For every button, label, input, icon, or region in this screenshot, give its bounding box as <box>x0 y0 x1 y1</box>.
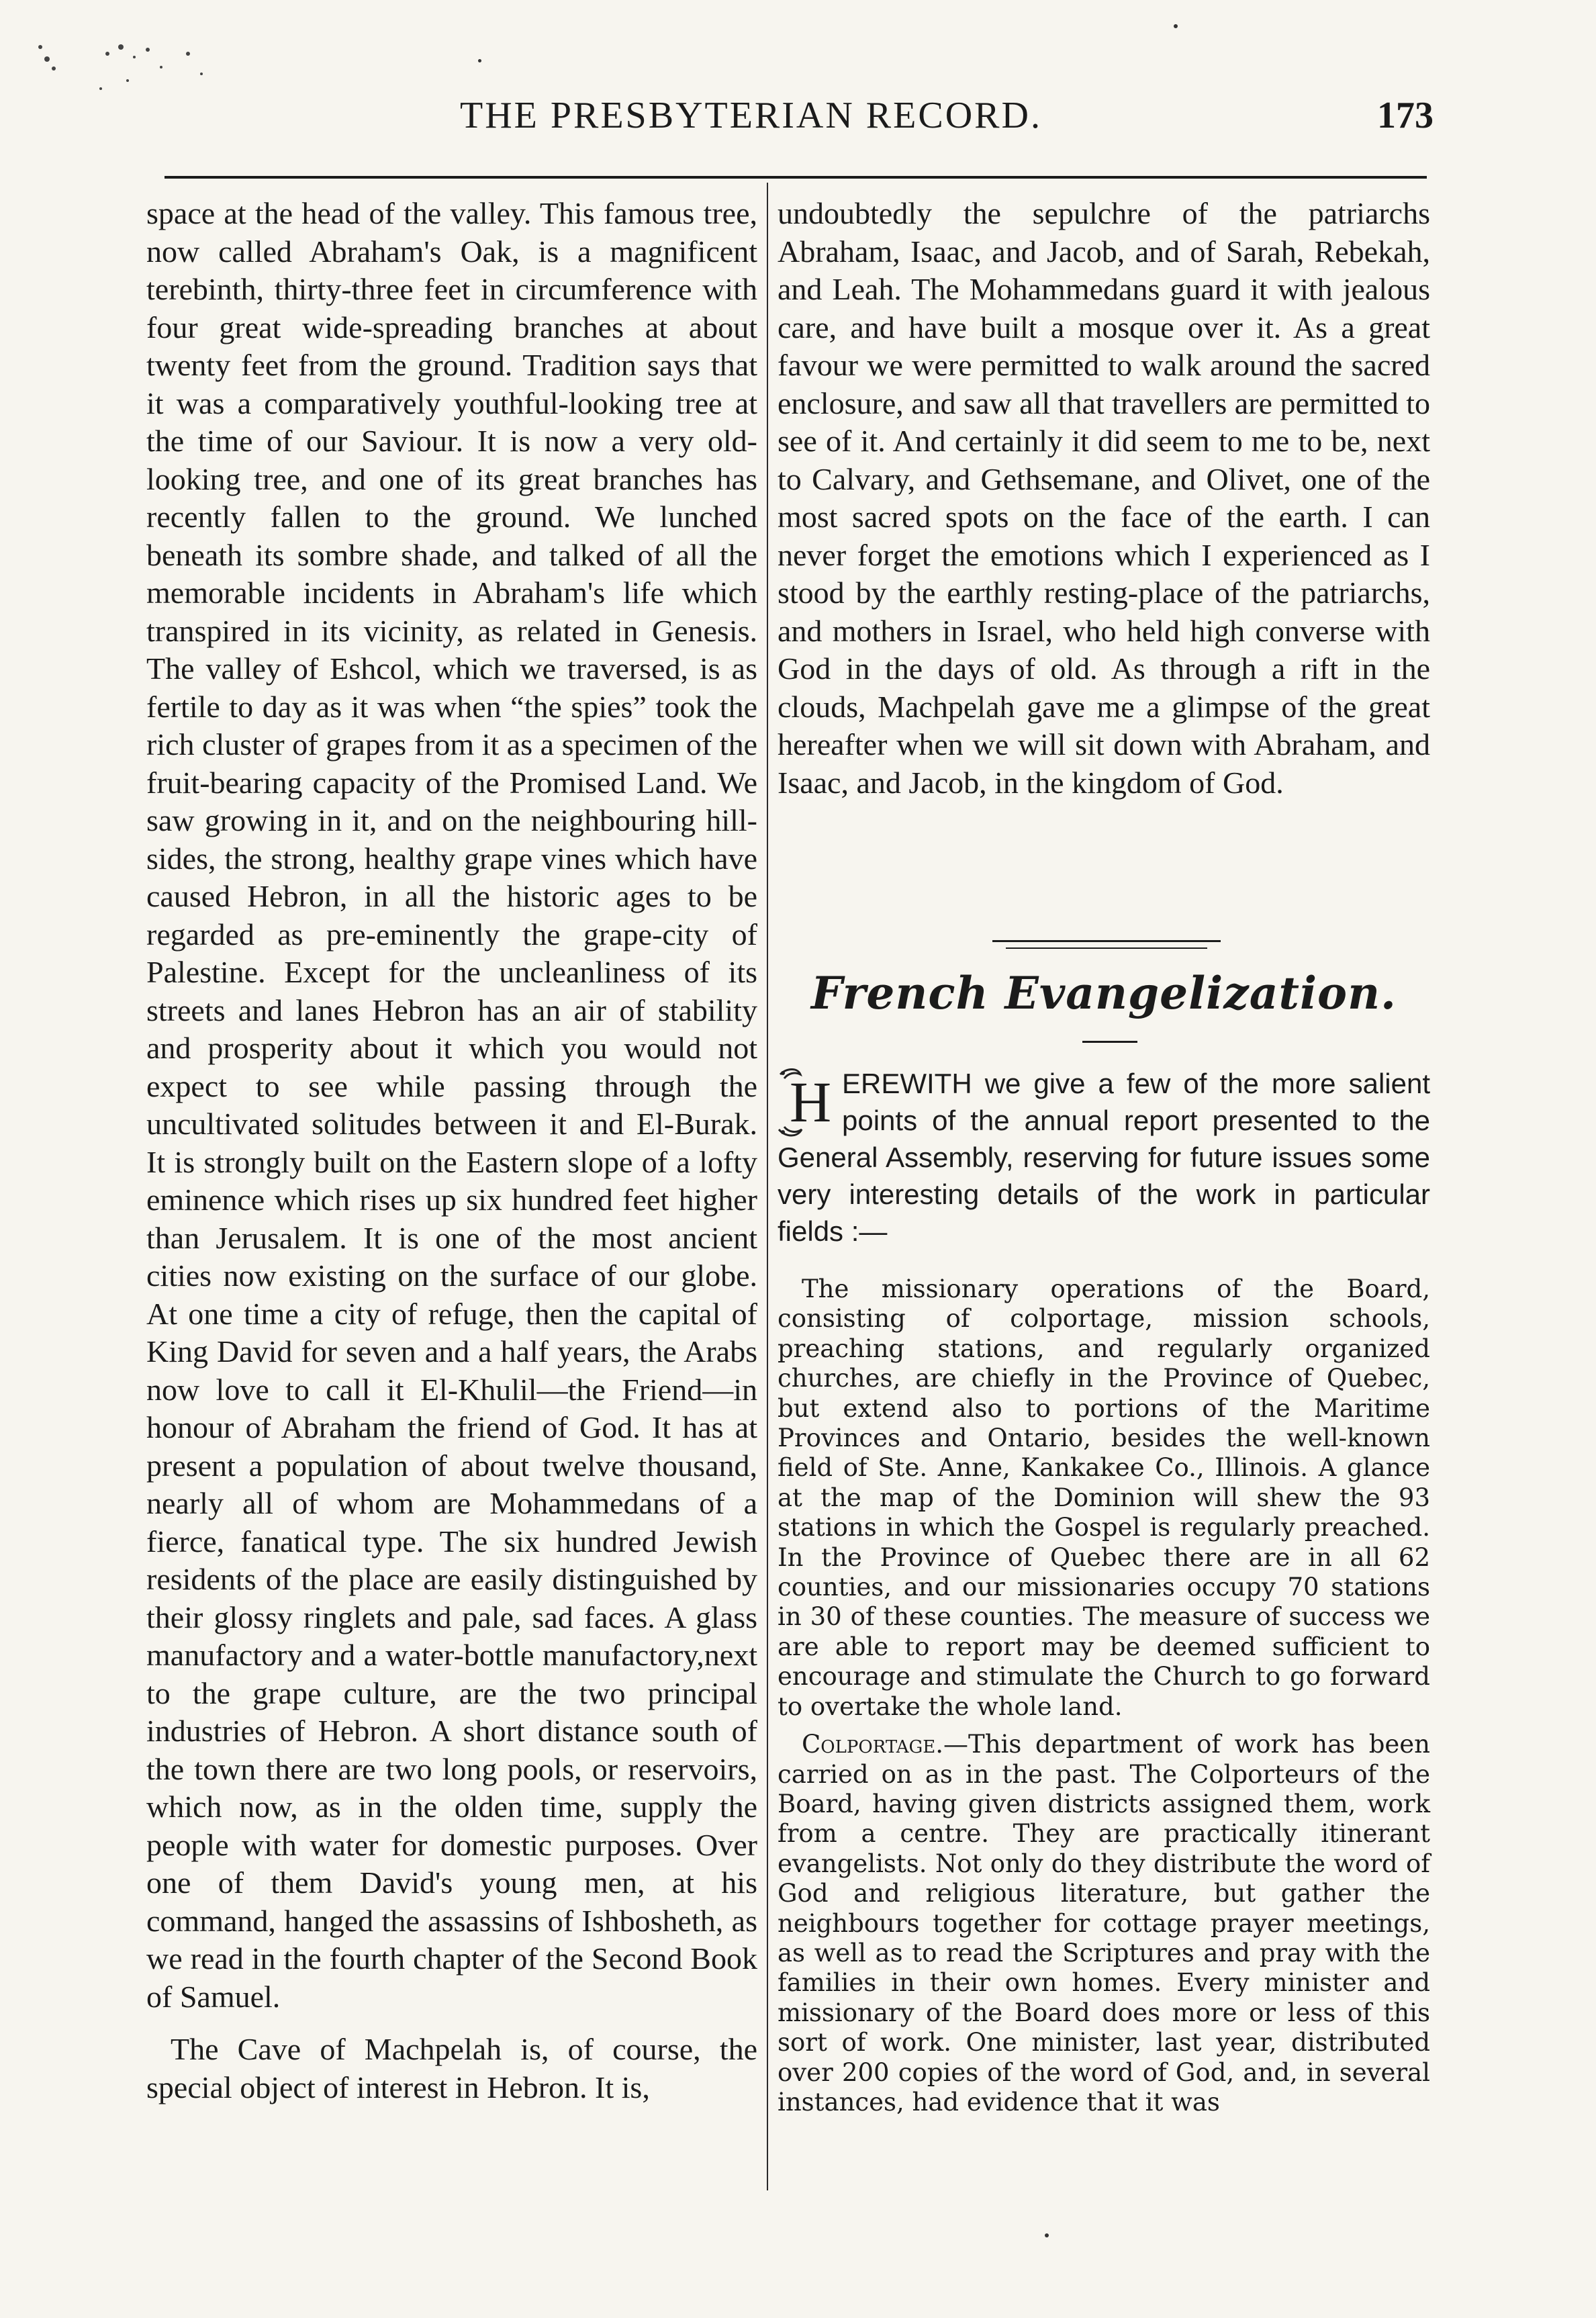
scan-dot <box>478 59 481 62</box>
section-ornament-rule <box>992 940 1221 952</box>
report-body <box>778 1274 1430 2117</box>
lede-text: EREWITH we give a few of the more salient points of the annual report presented to the General Assembly, reserving for future issues some very interesting details of the work in particular fields :— <box>778 1068 1430 1247</box>
colportage-lead: Colportage. <box>802 1730 944 1759</box>
paragraph-missionary-operations: The missionary operations of the Board, consisting of colportage, mission schools, preaching stations, and regularly organized churches, are chiefly in the Province of Quebec, but extend also to portions of the Maritime Provinces and Ontario, besides the well-known field of Ste. Anne, Kankakee Co., Illinois. A glance at the map of the Dominion will shew the 93 stations in which the Gospel is regularly preached. In the Province of Quebec there are in all 62 counties, and our missionaries occupy 70 stations in 30 of these counties. The measure of success we are able to report may be deemed sufficient to encourage and stimulate the Church to go forward to overtake the whole land. <box>778 1274 1430 1721</box>
page-number: 173 <box>1377 95 1434 136</box>
journal-title: THE PRESBYTERIAN RECORD. <box>460 95 1042 136</box>
scan-dot <box>1045 2233 1049 2237</box>
paragraph-colportage <box>778 1730 1430 2117</box>
colportage-text: —This department of work has been carried on as in the past. The Colporteurs of the Board, having given districts assigned them, work from a centre. They are practically itinerant evangelists. Not only do they distribute the word of God and religious literature, but gather the neighbours together for cottage prayer meetings, as well as to read the Scriptures and pray with the families in their own homes. Every minister and missionary of the Board does more or less of this sort of work. One minister, last year, distributed over 200 copies of the word of God, and, in several instances, had evidence that it was <box>778 1730 1430 2117</box>
drop-cap-letter: H <box>790 1070 832 1134</box>
paragraph-machpelah: The Cave of Machpelah is, of course, the special object of interest in Hebron. It is, <box>146 2032 757 2104</box>
article-lede <box>778 1065 1430 1250</box>
left-column <box>146 195 757 2106</box>
heading-underline <box>1082 1041 1137 1043</box>
right-column-top <box>778 195 1430 802</box>
scan-speckle-mark <box>27 27 222 101</box>
scan-dot <box>1174 24 1178 28</box>
drop-cap <box>778 1068 835 1138</box>
paragraph-sepulchre: undoubtedly the sepulchre of the patriarchs Abraham, Isaac, and Jacob, and of Sarah, Rebekah, and Leah. The Mohammedans guard it with jealous care, and have built a mosque over it. As a great favour we were permitted to walk around the sacred enclosure, and saw all that travellers are permitted to see of it. And certainly it did seem to me to be, next to Calvary, and Gethsemane, and Olivet, one of the most sacred spots on the face of the earth. I can never forget the emotions which I experienced as I stood by the earthly resting-place of the patriarchs, and mothers in Israel, who held high converse with God in the days of old. As through a rift in the clouds, Machpelah gave me a glimpse of the great hereafter when we will sit down with Abraham, and Isaac, and Jacob, in the kingdom of God. <box>778 196 1430 800</box>
section-heading: French Evangelization. <box>810 967 1397 1019</box>
header-rule <box>165 176 1427 179</box>
running-header <box>124 94 1434 148</box>
column-divider <box>767 183 768 2190</box>
paragraph-hebron: space at the head of the valley. This famous tree, now called Abraham's Oak, is a magnificent terebinth, thirty-three feet in circumference with four great wide-spreading branches at about twenty feet from the ground. Tradition says that it was a comparatively youthful-looking tree at the time of our Saviour. It is now a very old-looking tree, and one of its great branches has recently fallen to the ground. We lunched beneath its sombre shade, and talked of all the memorable incidents in Abraham's life which transpired in its vicinity, as related in Genesis. The valley of Eshcol, which we traversed, is as fertile to day as it was when “the spies” took the rich cluster of grapes from it as a specimen of the fruit-bearing capacity of the Promised Land. We saw growing in it, and on the neighbouring hill-sides, the strong, healthy grape vines which have caused Hebron, in all the historic ages to be regarded as pre-eminently the grape-city of Palestine. Except for the uncleanliness of its streets and lanes Hebron has an air of stability and prosperity about it which you would not expect to see while passing through the uncultivated solitudes between it and El-Burak. It is strongly built on the Eastern slope of a lofty eminence which rises up six hundred feet higher than Jerusalem. It is one of the most ancient cities now existing on the surface of our globe. At one time a city of refuge, then the capital of King David for seven and a half years, the Arabs now love to call it El-Khulil—the Friend—in honour of Abraham the friend of God. It has at present a population of about twelve thousand, nearly all of whom are Mohammedans of a fierce, fanatical type. The six hundred Jewish residents of the place are easily distinguished by their glossy ringlets and pale, sad faces. A glass manufactory and a water-bottle manufactory,next to the grape culture, are the two principal industries of Hebron. A short distance south of the town there are two long pools, or reservoirs, which now, as in the olden time, supply the people with water for domestic purposes. Over one of them David's young men, at his command, hanged the assassins of Ishbosheth, as we read in the fourth chapter of the Second Book of Samuel. <box>146 196 757 2014</box>
